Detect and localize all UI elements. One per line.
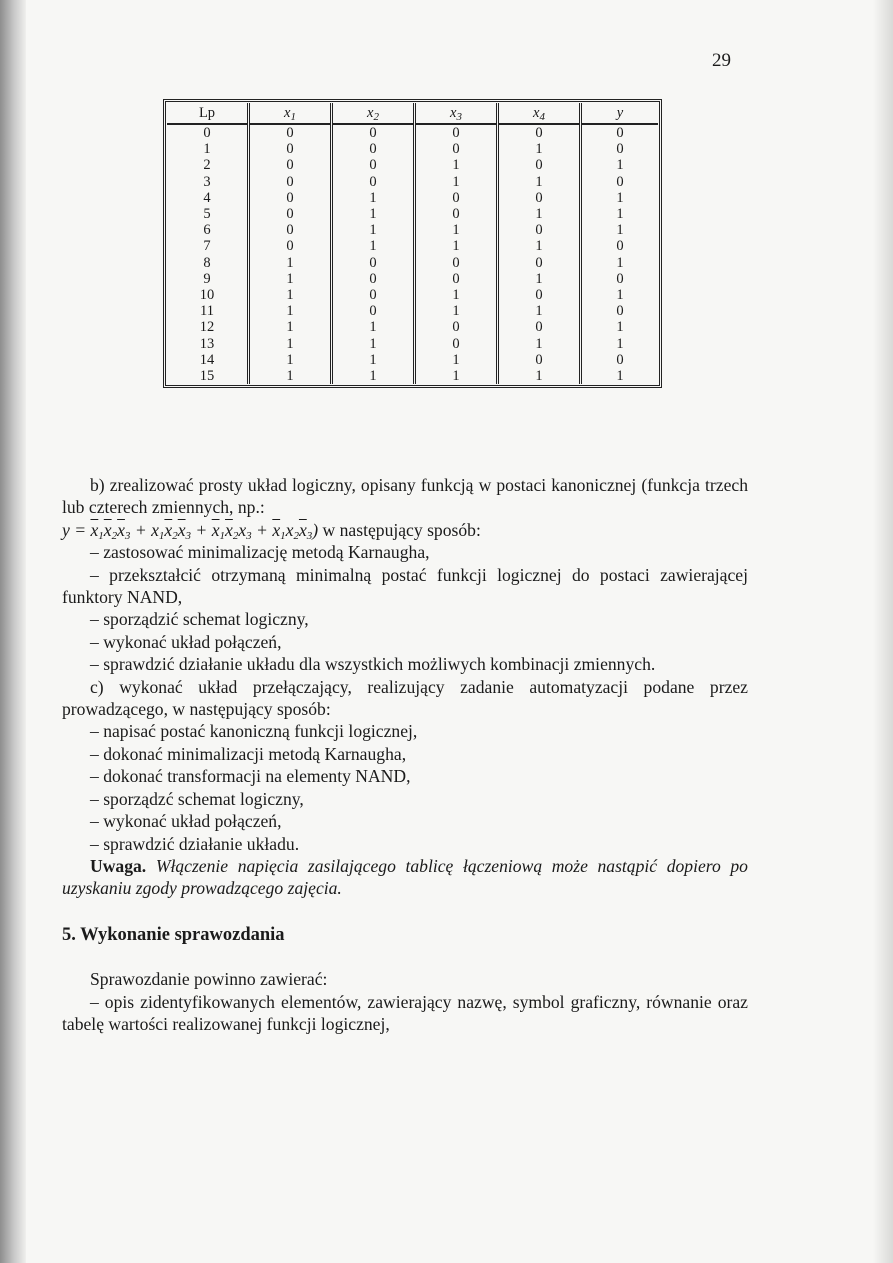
cell-x3: 0	[415, 141, 498, 157]
cell-x2: 1	[332, 238, 415, 254]
cell-lp: 14	[199, 351, 215, 368]
cell-y: 0	[581, 124, 659, 141]
cell-x4: 1	[498, 238, 581, 254]
cell-x2: 0	[332, 287, 415, 303]
cell-x1: 1	[249, 255, 332, 271]
cell-lp: 7	[203, 238, 211, 255]
cell-lp: 13	[199, 335, 215, 352]
cell-x4: 0	[498, 124, 581, 141]
cell-x1: 0	[249, 157, 332, 173]
cell-x2: 1	[332, 206, 415, 222]
table-row	[167, 303, 658, 319]
cell-y: 0	[581, 174, 659, 190]
cell-lp: 6	[203, 222, 211, 239]
section-c-intro: c) wykonać układ przełączający, realizujący zadanie automatyzacji podane przez prowadzącego, w następujący sposób:	[62, 676, 748, 720]
truth-table	[167, 103, 658, 384]
cell-x1: 0	[249, 190, 332, 206]
header-x3: $x_3$	[415, 103, 498, 124]
page-binding-shadow	[0, 0, 26, 1263]
cell-x2: 1	[332, 352, 415, 368]
report-intro: Sprawozdanie powinno zawierać:	[90, 969, 328, 990]
cell-lp: 5	[203, 206, 211, 223]
cell-lp: 4	[203, 189, 211, 206]
note-text: Włączenie napięcia zasilającego tablicę łączeniową może nastąpić dopiero po uzyskaniu zgody prowadzącego zajęcia.	[62, 855, 748, 899]
table-row	[167, 255, 658, 271]
cell-x3: 0	[415, 319, 498, 335]
cell-x2: 0	[332, 271, 415, 287]
note-paragraph	[62, 855, 748, 900]
note-label: Uwaga.	[90, 855, 147, 876]
cell-lp: 3	[203, 173, 211, 190]
cell-x2: 0	[332, 255, 415, 271]
cell-x3: 1	[415, 303, 498, 319]
cell-lp: 9	[203, 270, 211, 287]
table-row	[167, 190, 658, 206]
cell-x1: 1	[249, 368, 332, 384]
cell-x4: 1	[498, 174, 581, 190]
cell-x1: 1	[249, 352, 332, 368]
cell-x3: 0	[415, 335, 498, 351]
table-row	[167, 368, 658, 384]
cell-y: 0	[581, 303, 659, 319]
cell-x3: 0	[415, 255, 498, 271]
cell-x1: 1	[249, 287, 332, 303]
table-row	[167, 124, 658, 141]
table-row	[167, 174, 658, 190]
cell-lp: 12	[199, 319, 215, 336]
section-b-item: – sporządzić schemat logiczny,	[90, 609, 309, 630]
cell-x2: 0	[332, 157, 415, 173]
cell-x2: 1	[332, 368, 415, 384]
table-header-row	[167, 103, 658, 124]
table-row	[167, 141, 658, 157]
header-x2: $x_2$	[332, 103, 415, 124]
cell-x2: 1	[332, 335, 415, 351]
section-c-item: – wykonać układ połączeń,	[90, 811, 282, 832]
cell-y: 1	[581, 368, 659, 384]
cell-x4: 0	[498, 319, 581, 335]
section-heading: 5. Wykonanie sprawozdania	[62, 924, 285, 945]
section-c-item: – dokonać minimalizacji metodą Karnaugha,	[90, 743, 407, 764]
cell-x4: 1	[498, 368, 581, 384]
cell-lp: 2	[203, 157, 211, 174]
cell-x4: 0	[498, 222, 581, 238]
table-row	[167, 352, 658, 368]
cell-x2: 0	[332, 174, 415, 190]
cell-x4: 1	[498, 335, 581, 351]
cell-x4: 0	[498, 157, 581, 173]
truth-table-body	[167, 124, 658, 384]
cell-y: 1	[581, 255, 659, 271]
section-b-item: – zastosować minimalizację metodą Karnaugha,	[90, 542, 430, 563]
cell-x1: 1	[249, 303, 332, 319]
cell-x1: 0	[249, 238, 332, 254]
cell-x2: 1	[332, 190, 415, 206]
cell-x3: 0	[415, 124, 498, 141]
table-row	[167, 287, 658, 303]
cell-lp: 8	[203, 254, 211, 271]
header-x1: $x_1$	[249, 103, 332, 124]
page-body-text	[62, 474, 748, 1035]
cell-x4: 0	[498, 287, 581, 303]
section-b-item: – sprawdzić działanie układu dla wszystkich możliwych kombinacji zmiennych.	[90, 654, 656, 675]
cell-x1: 0	[249, 141, 332, 157]
cell-x2: 0	[332, 141, 415, 157]
table-row	[167, 222, 658, 238]
cell-lp: 15	[199, 367, 215, 384]
cell-x4: 1	[498, 141, 581, 157]
cell-lp: 10	[199, 286, 215, 303]
cell-x4: 0	[498, 352, 581, 368]
cell-x4: 1	[498, 303, 581, 319]
cell-x1: 1	[249, 319, 332, 335]
cell-x1: 1	[249, 271, 332, 287]
cell-y: 1	[581, 287, 659, 303]
header-x4: $x_4$	[498, 103, 581, 124]
cell-y: 0	[581, 271, 659, 287]
table-row	[167, 157, 658, 173]
cell-y: 0	[581, 141, 659, 157]
cell-x4: 1	[498, 271, 581, 287]
cell-x3: 1	[415, 174, 498, 190]
section-c-item: – sprawdzić działanie układu.	[90, 833, 300, 854]
table-row	[167, 335, 658, 351]
cell-lp: 11	[200, 303, 214, 320]
cell-x3: 1	[415, 222, 498, 238]
section-c-item: – sporządzć schemat logiczny,	[90, 788, 304, 809]
section-c-item: – napisać postać kanoniczną funkcji logicznej,	[90, 721, 418, 742]
cell-x1: 1	[249, 335, 332, 351]
header-y: y	[581, 103, 659, 124]
cell-x1: 0	[249, 174, 332, 190]
report-item: – opis zidentyfikowanych elementów, zawierający nazwę, symbol graficzny, równanie oraz tabelę wartości realizowanej funkcji logicznej,	[62, 991, 748, 1034]
cell-x1: 0	[249, 206, 332, 222]
cell-x3: 1	[415, 352, 498, 368]
table-row	[167, 238, 658, 254]
cell-y: 1	[581, 190, 659, 206]
page-edge-shadow	[873, 0, 893, 1263]
table-row	[167, 319, 658, 335]
cell-y: 0	[581, 352, 659, 368]
cell-y: 1	[581, 206, 659, 222]
table-row	[167, 271, 658, 287]
cell-x3: 0	[415, 206, 498, 222]
section-c-item: – dokonać transformacji na elementy NAND,	[90, 766, 411, 787]
cell-lp: 1	[203, 141, 211, 158]
cell-x2: 0	[332, 124, 415, 141]
cell-x3: 1	[415, 287, 498, 303]
section-b-formula-line	[62, 519, 748, 541]
truth-table-frame	[163, 99, 662, 388]
section-b-item: – wykonać układ połączeń,	[90, 631, 282, 652]
cell-y: 1	[581, 157, 659, 173]
cell-x1: 0	[249, 222, 332, 238]
section-b-item: – przekształcić otrzymaną minimalną postać funkcji logicznej do postaci zawierającej funktory NAND,	[62, 564, 748, 608]
table-row	[167, 206, 658, 222]
cell-x3: 1	[415, 238, 498, 254]
cell-x2: 0	[332, 303, 415, 319]
header-lp	[167, 103, 249, 124]
cell-x2: 1	[332, 319, 415, 335]
page-number: 29	[712, 50, 731, 71]
cell-y: 1	[581, 335, 659, 351]
section-b-intro: b) zrealizować prosty układ logiczny, opisany funkcją w postaci kanonicznej (funkcja trzech lub czterech zmiennych, np.:	[62, 475, 748, 518]
cell-x2: 1	[332, 222, 415, 238]
cell-y: 0	[581, 238, 659, 254]
cell-x4: 1	[498, 206, 581, 222]
cell-x1: 0	[249, 124, 332, 141]
cell-y: 1	[581, 319, 659, 335]
cell-lp: 0	[203, 125, 211, 142]
cell-x4: 0	[498, 255, 581, 271]
cell-x3: 0	[415, 271, 498, 287]
cell-y: 1	[581, 222, 659, 238]
canonical-formula: $y = \overline{x}_1\overline{x}_2\overline{x}_3 + x_1\overline{x}_2\overline{x}_3 + \overline{x}_1\overline{x}_2x_3 + \overline{x}_1x_2\overline{x}_3$)	[62, 519, 319, 542]
cell-x3: 0	[415, 190, 498, 206]
cell-x3: 1	[415, 368, 498, 384]
cell-x4: 0	[498, 190, 581, 206]
formula-suffix: w następujący sposób:	[322, 519, 481, 540]
cell-x3: 1	[415, 157, 498, 173]
header-lp-label: Lp	[198, 105, 216, 121]
